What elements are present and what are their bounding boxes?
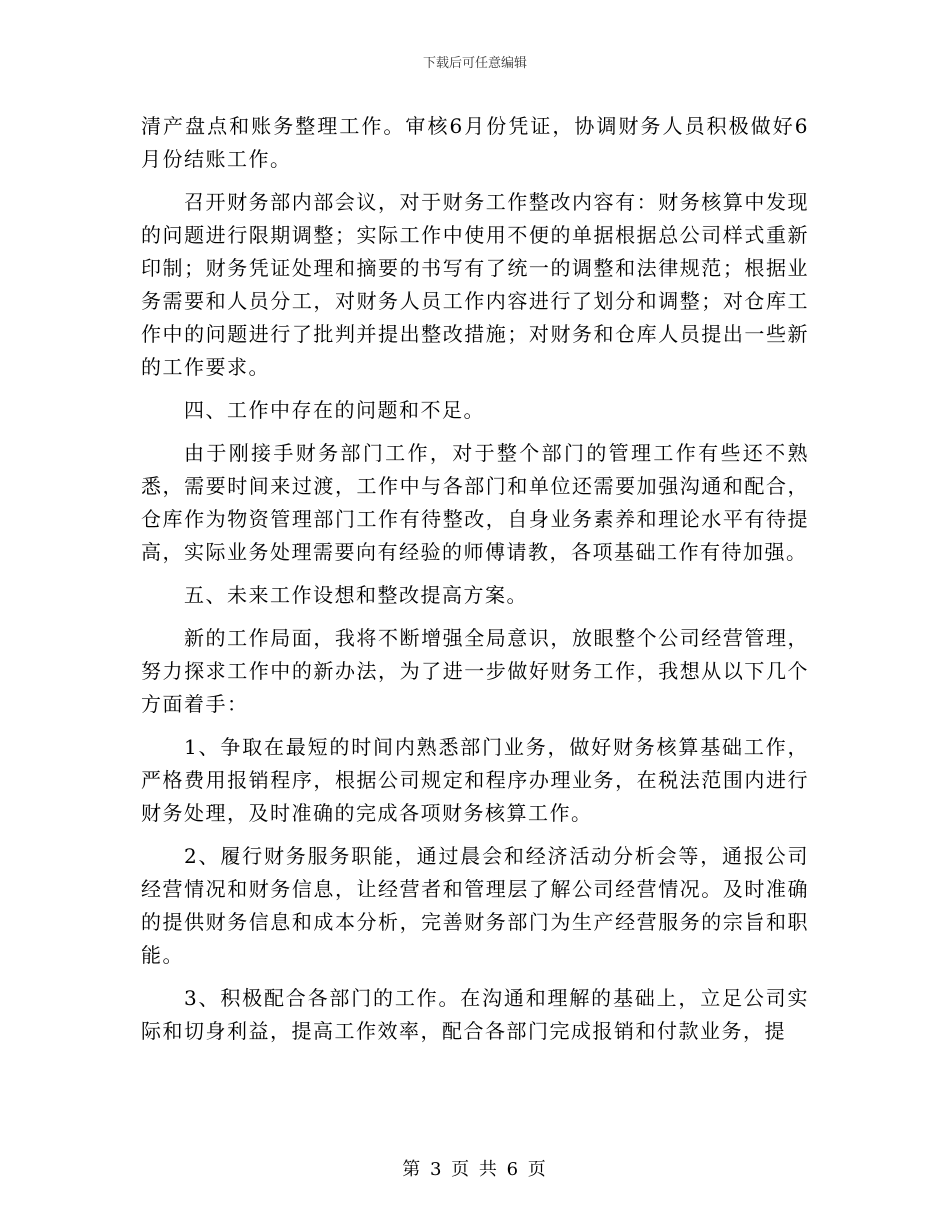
document-body [141,110,809,1058]
page-number: 第 3 页 共 6 页 [402,1159,548,1180]
page-header: 下载后可任意编辑 [422,56,527,71]
paragraph-3: 由于刚接手财务部门工作，对于整个部门的管理工作有些还不熟悉，需要时间来过渡，工作中与各部门和单位还需要加强沟通和配合，仓库作为物资管理部门工作有待整改，自身业务素养和理论水平有待提高，实际业务处理需要向有经验的师傅请教，各项基础工作有待加强。 [141,441,809,564]
list-item-1: 1、争取在最短的时间内熟悉部门业务，做好财务核算基础工作，严格费用报销程序，根据公司规定和程序办理业务，在税法范围内进行财务处理，及时准确的完成各项财务核算工作。 [141,735,809,825]
section-heading-5: 五、未来工作设想和整改提高方案。 [184,583,528,607]
section-heading-4: 四、工作中存在的问题和不足。 [184,398,485,422]
list-item-2: 2、履行财务服务职能，通过晨会和经济活动分析会等，通报公司经营情况和财务信息，让经营者和管理层了解公司经营情况。及时准确的提供财务信息和成本分析，完善财务部门为生产经营服务的宗旨和职能。 [141,844,809,967]
list-item-3: 3、积极配合各部门的工作。在沟通和理解的基础上，立足公司实际和切身利益，提高工作效率，配合各部门完成报销和付款业务，提 [141,986,809,1043]
paragraph-2: 召开财务部内部会议，对于财务工作整改内容有：财务核算中发现的问题进行限期调整；实际工作中使用不便的单据根据总公司样式重新印制；财务凭证处理和摘要的书写有了统一的调整和法律规范；根据业务需要和人员分工，对财务人员工作内容进行了划分和调整；对仓库工作中的问题进行了批判并提出整改措施；对财务和仓库人员提出一些新的工作要求。 [141,190,809,379]
paragraph-1: 清产盘点和账务整理工作。审核6月份凭证，协调财务人员积极做好6月份结账工作。 [141,114,809,171]
paragraph-4: 新的工作局面，我将不断增强全局意识，放眼整个公司经营管理，努力探求工作中的新办法，为了进一步做好财务工作，我想从以下几个方面着手： [141,626,809,716]
